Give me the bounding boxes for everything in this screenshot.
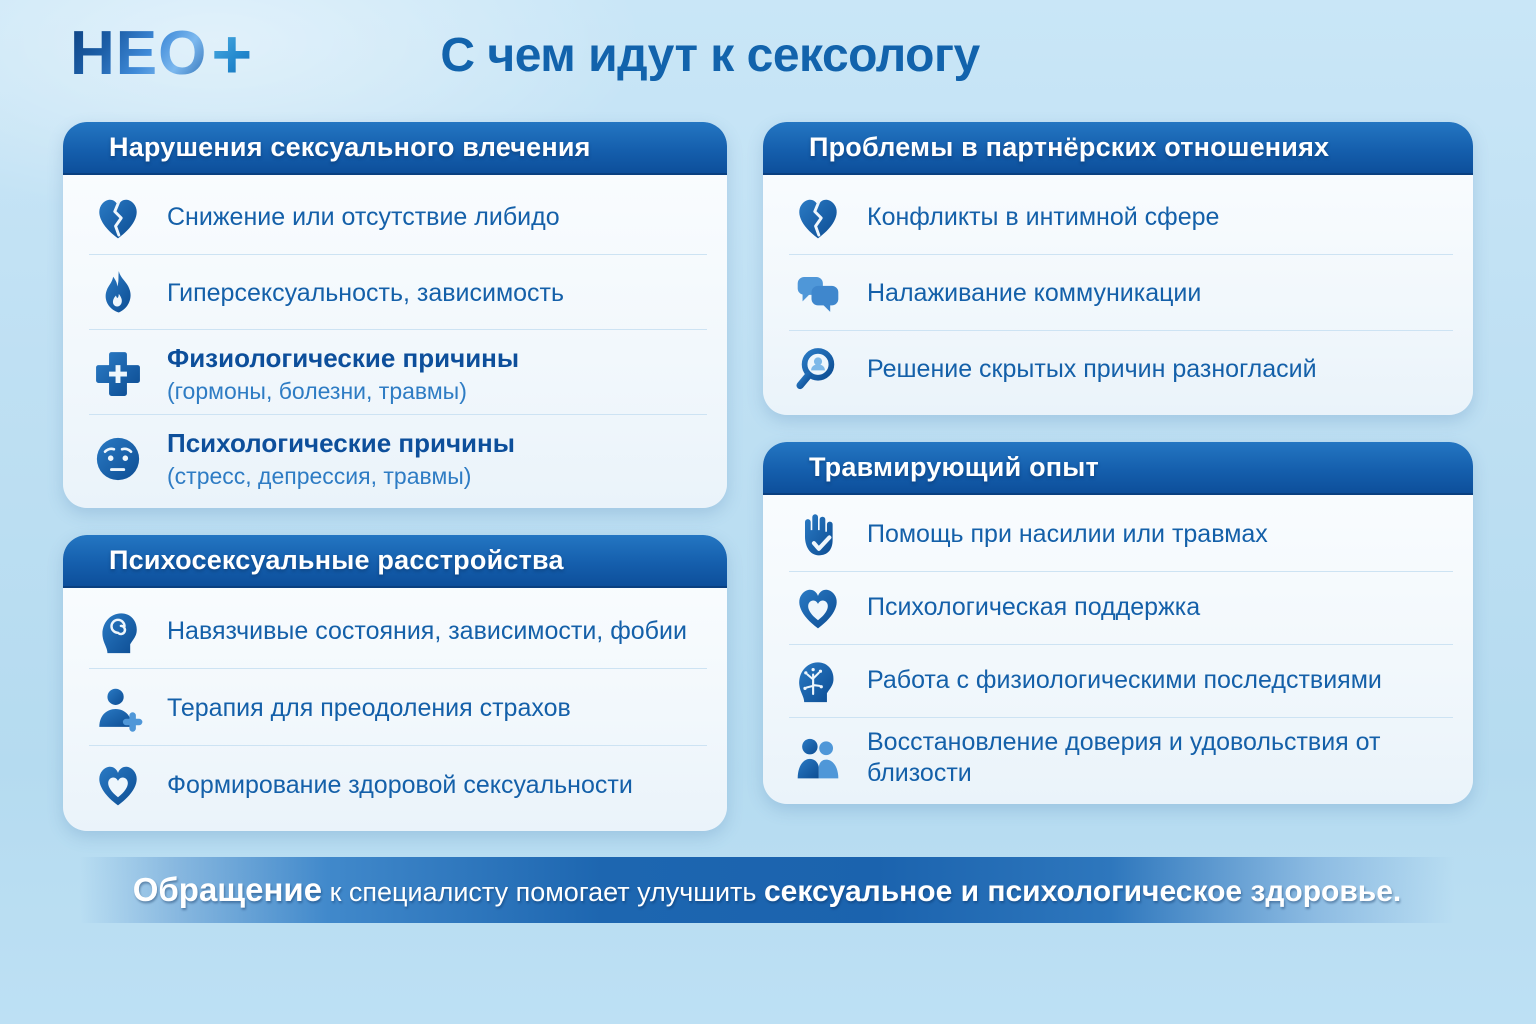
list-item-title: Физиологические причины (167, 343, 520, 374)
list-item-text (867, 665, 1382, 696)
list-item-text (867, 278, 1201, 309)
list-item (89, 596, 707, 669)
list-item (789, 334, 1453, 406)
list-item-title: Конфликты в интимной сфере (867, 203, 1220, 232)
card-traumatic-experience (763, 442, 1473, 804)
card-header (63, 122, 727, 175)
list-item-text (167, 202, 560, 233)
card-title: Нарушения сексуального влечения (109, 132, 591, 162)
list-item (789, 572, 1453, 645)
list-item-subtext: (стресс, депрессия, травмы) (167, 462, 472, 489)
broken-heart-icon (791, 191, 845, 245)
logo-plus-icon: + (211, 14, 254, 93)
hand-check-icon (791, 508, 845, 562)
heart-icon (91, 758, 145, 812)
list-item-text (867, 202, 1219, 233)
list-item (789, 645, 1453, 718)
couple-icon (791, 731, 845, 785)
right-column (763, 122, 1473, 831)
card-body (763, 495, 1473, 804)
list-item-text (167, 693, 571, 724)
flame-icon (91, 266, 145, 320)
card-title: Психосексуальные расстройства (109, 545, 564, 575)
list-item-text (167, 770, 633, 801)
list-item (789, 182, 1453, 255)
card-sexual-desire-disorders (63, 122, 727, 508)
footer-banner (80, 857, 1454, 923)
sad-face-icon (91, 432, 145, 486)
list-item-title: Гиперсексуальность, зависимость (167, 278, 565, 307)
list-item-subtext: (гормоны, болезни, травмы) (167, 377, 467, 404)
head-spiral-icon (91, 605, 145, 659)
list-item-title: Терапия для преодоления страхов (167, 693, 571, 722)
list-item (89, 182, 707, 255)
footer-text-segment: Обращение (132, 871, 323, 908)
footer-text-segment: сексуальное и психологическое здоровье. (763, 875, 1402, 908)
medical-cross-icon (91, 347, 145, 401)
logo-text: НЕО (70, 19, 208, 88)
list-item (789, 499, 1453, 572)
card-title: Травмирующий опыт (809, 452, 1099, 482)
list-item-text (167, 342, 519, 405)
list-item-title: Снижение или отсутствие либидо (167, 203, 560, 232)
list-item-title: Восстановление доверия и удовольствия от близости (867, 728, 1381, 788)
broken-heart-icon (91, 191, 145, 245)
footer-text-segment: к специалисту помогает улучшить (322, 877, 764, 907)
list-item-text (167, 278, 564, 309)
card-title: Проблемы в партнёрских отношениях (809, 132, 1330, 162)
list-item-text (167, 427, 515, 490)
card-psychosexual-disorders (63, 535, 727, 831)
card-body (63, 175, 727, 508)
list-item (89, 418, 707, 499)
list-item-title: Формирование здоровой сексуальности (167, 770, 633, 799)
list-item-title: Налаживание коммуникации (867, 279, 1202, 308)
list-item-text (867, 592, 1200, 623)
card-body (63, 588, 727, 831)
list-item-title: Решение скрытых причин разногласий (867, 355, 1317, 384)
list-item-text (867, 519, 1268, 550)
list-item (789, 258, 1453, 331)
person-plus-icon (91, 682, 145, 736)
list-item-title: Работа с физиологическими последствиями (867, 666, 1382, 695)
card-header (63, 535, 727, 588)
card-partner-relationship-problems (763, 122, 1473, 415)
card-header (763, 442, 1473, 495)
card-body (763, 175, 1473, 415)
page-title: С чем идут к сексологу (440, 29, 980, 82)
list-item-text (867, 727, 1451, 790)
list-item-title: Психологические причины (167, 428, 515, 458)
list-item-text (867, 354, 1317, 385)
footer-text (133, 871, 1402, 909)
list-item-title: Помощь при насилии или травмах (867, 520, 1268, 549)
list-item-title: Навязчивые состояния, зависимости, фобии (167, 617, 687, 646)
chat-bubbles-icon (791, 267, 845, 321)
list-item-text (167, 616, 687, 647)
list-item (789, 718, 1453, 799)
magnifier-head-icon (791, 343, 845, 397)
list-item (89, 673, 707, 746)
cards-area (63, 122, 1473, 831)
list-item (89, 257, 707, 330)
heart-care-icon (791, 581, 845, 635)
left-column (63, 122, 727, 831)
head-tree-icon (791, 654, 845, 708)
list-item (89, 333, 707, 415)
list-item (89, 749, 707, 821)
card-header (763, 122, 1473, 175)
list-item-title: Психологическая поддержка (867, 593, 1201, 622)
